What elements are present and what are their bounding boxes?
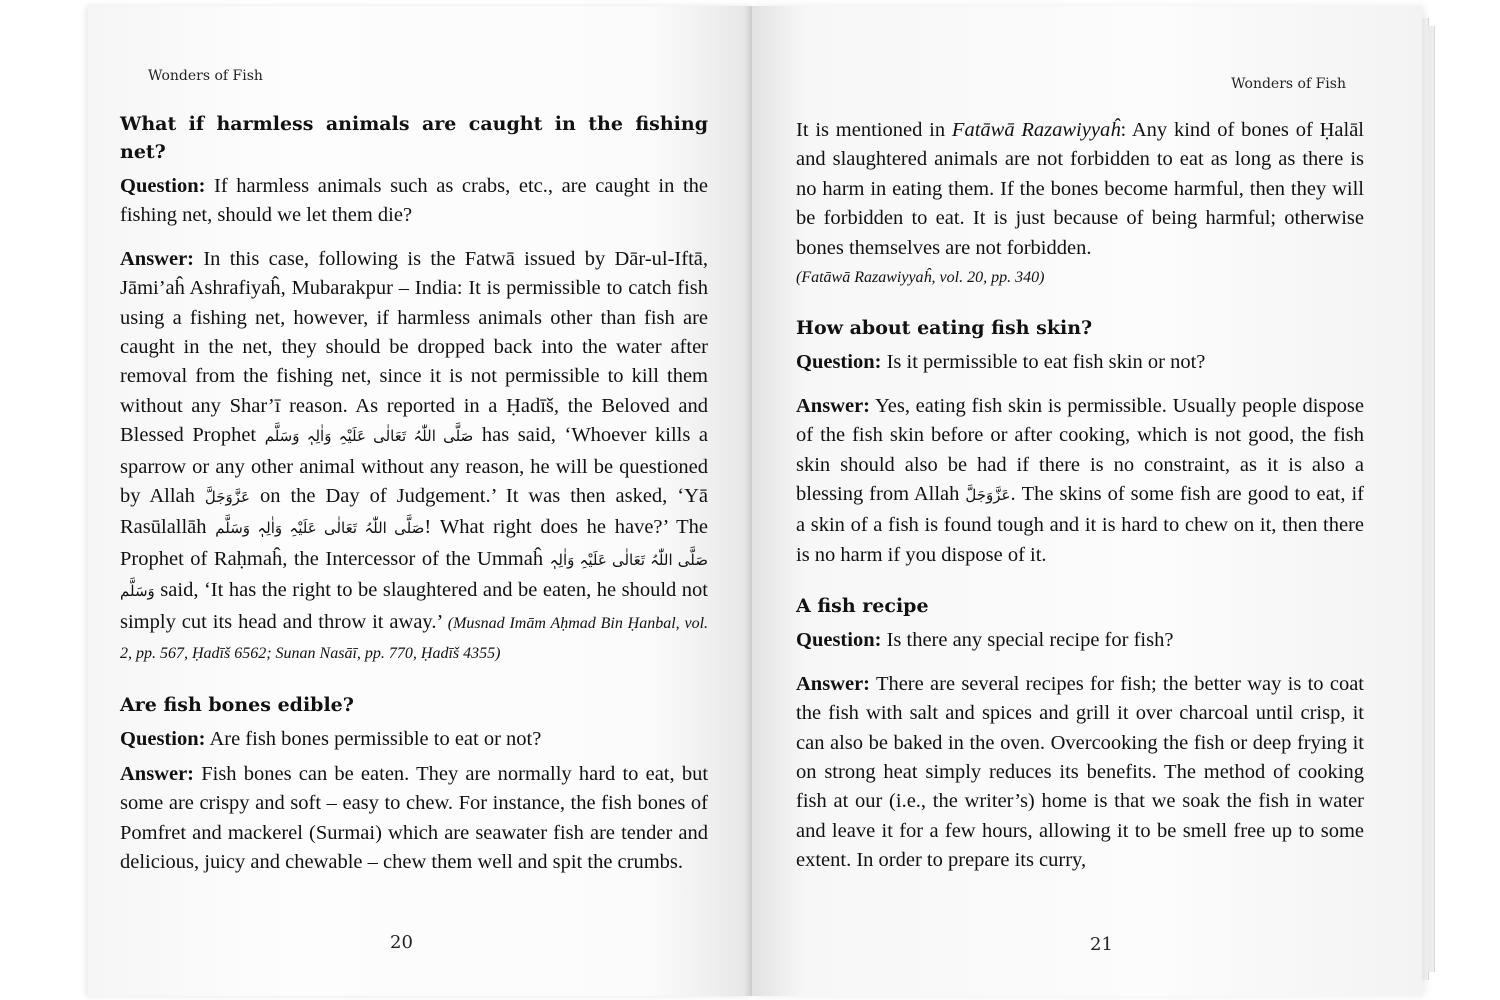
right-page-body <box>796 116 1364 876</box>
section-heading: A fish recipe <box>796 595 929 618</box>
question-text: Are fish bones permissible to eat or not? <box>209 727 542 750</box>
question-paragraph <box>796 348 1364 377</box>
right-page <box>752 6 1422 996</box>
question-paragraph <box>120 172 708 231</box>
arabic-honorific: عَزَّوَجَلَّ <box>204 490 250 507</box>
question-paragraph <box>796 626 1364 655</box>
answer-label: Answer: <box>120 762 195 785</box>
arabic-salutation: صَلَّی اللّٰہُ تَعَالٰی عَلَیْہِ وَاٰلِہٖ وَسَلَّم <box>264 429 474 446</box>
answer-paragraph <box>796 670 1364 876</box>
answer-text: . The skins of some fish are good to eat, if a skin of a fish is found tough and it is hard to chew on it, then there is no harm if you dispose of it. <box>796 483 1364 566</box>
answer-paragraph <box>120 245 708 669</box>
answer-paragraph <box>120 760 708 878</box>
arabic-honorific: عَزَّوَجَلَّ <box>965 488 1011 505</box>
answer-label: Answer: <box>120 247 195 270</box>
page-edges-back <box>1428 26 1435 972</box>
answer-text: on the Day of Judgement.’ It was then asked, ‘Yā Rasūlallāh <box>120 485 709 539</box>
question-label: Question: <box>796 629 882 652</box>
arabic-salutation: صَلَّی اللّٰہُ تَعَالٰی عَلَیْہِ وَاٰلِہٖ وَسَلَّم <box>215 521 425 538</box>
page-number: 20 <box>390 932 413 953</box>
question-paragraph <box>120 725 708 754</box>
answer-label: Answer: <box>796 394 871 417</box>
answer-text: said, ‘It has the right to be slaughtered and be eaten, he should not simply cut its head and throw it away.’ <box>120 579 709 633</box>
section-heading: Are fish bones edible? <box>120 693 354 716</box>
question-text: Is it permissible to eat fish skin or not? <box>886 351 1206 374</box>
question-text: If harmless animals such as crabs, etc., are caught in the fishing net, should we let them die? <box>120 175 709 227</box>
answer-text: There are several recipes for fish; the better way is to coat the fish with salt and spices and grill it over charcoal until crisp, it can also be baked in the oven. Overcooking the fish or deep frying it on strong heat simply reduces its benefits. The method of cooking fish at our (i.e., the writer’s) home is that we soak the fish in water and leave it for a few hours, allowing it to be smell free up to some extent. In order to prepare its curry, <box>796 672 1364 872</box>
answer-label: Answer: <box>796 672 871 695</box>
arabic-salutation: صَلَّی اللّٰہُ تَعَالٰی عَلَیْہِ وَاٰلِہٖ وَسَلَّم <box>120 552 708 601</box>
section-heading: How about eating fish skin? <box>796 317 1093 340</box>
answer-text: Fish bones can be eaten. They are normally hard to eat, but some are crispy and soft – easy to chew. For instance, the fish bones of Pomfret and mackerel (Surmai) which are seawater fish are tender and delicious, juicy and chewable – chew them well and spit the crumbs. <box>120 762 709 874</box>
question-label: Question: <box>120 175 206 197</box>
running-header: Wonders of Fish <box>148 68 263 84</box>
source-title: Fatāwā Razawiyyaĥ <box>951 119 1121 141</box>
intro-text: : Any kind of bones of Ḥalāl and slaughtered animals are not forbidden to eat as long as there is no harm in eating them. If the bones become harmful, then they will be forbidden to eat. It is just because of being harmful; otherwise bones themselves are not forbidden. <box>796 119 1364 259</box>
left-page <box>88 6 752 996</box>
citation: (Fatāwā Razawiyyaĥ, vol. 20, pp. 340) <box>796 269 1045 287</box>
answer-text: In this case, following is the Fatwā issued by Dār-ul-Iftā, Jāmi’aĥ Ashrafiyaĥ, Mubarakpur – India: It is permissible to catch fish using a fishing net, however, if harmless animals other than fish are caught in the net, they should be dropped back into the water after removal from the fishing net, since it is not permissible to kill them without any Shar’ī reason. As reported in a Ḥadīš, the Beloved and Blessed Prophet <box>120 247 708 447</box>
page-number: 21 <box>1090 934 1113 955</box>
question-label: Question: <box>120 727 206 750</box>
question-text: Is there any special recipe for fish? <box>886 629 1174 652</box>
answer-paragraph <box>796 392 1364 570</box>
question-label: Question: <box>796 351 882 374</box>
answer-text: ! What right does he have?’ The Prophet of Raḥmaĥ, the Intercessor of the Ummaĥ <box>120 516 709 570</box>
running-header: Wonders of Fish <box>1231 76 1346 92</box>
left-page-body <box>120 110 708 878</box>
answer-text: has said, ‘Whoever kills a sparrow or any other animal without any reason, he will be questioned by Allah <box>120 424 709 508</box>
citation: (Musnad Imām Aḥmad Bin Ḥanbal, vol. 2, pp. 567, Ḥadīš 6562; Sunan Nasāī, pp. 770, Ḥadīš 4355) <box>120 614 709 663</box>
intro-paragraph <box>796 116 1364 263</box>
intro-text: It is mentioned in <box>796 119 946 141</box>
answer-text: Yes, eating fish skin is permissible. Usually people dispose of the fish skin before or after cooking, which is not good, the fish skin should also be had if there is no constraint, as it is also a blessing from Allah <box>796 394 1364 506</box>
section-heading: What if harmless animals are caught in the fishing net? <box>120 113 708 163</box>
